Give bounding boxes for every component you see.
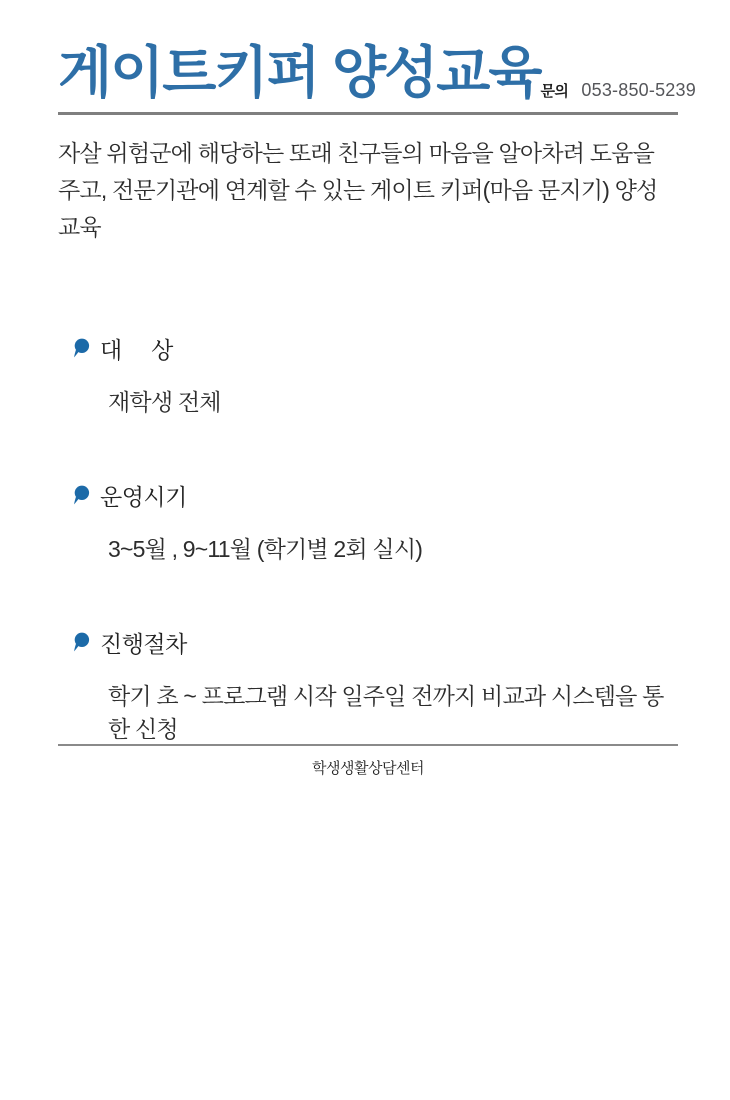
speech-bubble-bullet-icon <box>72 485 90 506</box>
section-body: 3~5월 , 9~11월 (학기별 2회 실시) <box>108 536 423 563</box>
contact-info <box>540 80 695 101</box>
title-row <box>58 41 696 105</box>
title-divider <box>58 112 678 115</box>
section-target <box>58 332 678 417</box>
section-schedule <box>58 479 678 564</box>
footer-divider <box>58 744 678 746</box>
section-label: 운영시기 <box>100 484 187 511</box>
section-body: 재학생 전체 <box>108 389 221 416</box>
program-description: 자살 위험군에 해당하는 또래 친구들의 마음을 알아차려 도움을 주고, 전문기관에 연계할 수 있는 게이트 키퍼(마음 문지기) 양성 교육 <box>58 139 658 241</box>
contact-phone-number: 053-850-5239 <box>581 79 696 100</box>
organization-name: 학생생활상담센터 <box>312 760 424 777</box>
page-title: 게이트키퍼 양성교육 <box>58 41 541 104</box>
section-label: 대 상 <box>100 337 173 364</box>
content-area <box>58 41 696 744</box>
speech-bubble-bullet-icon <box>72 338 90 359</box>
contact-label: 문의 <box>540 82 569 100</box>
section-body: 학기 초 ~ 프로그램 시작 일주일 전까지 비교과 시스템을 통한 신청 <box>108 683 664 743</box>
section-heading <box>72 332 678 365</box>
section-heading <box>72 626 678 659</box>
header <box>58 41 696 246</box>
sections <box>58 332 678 744</box>
section-procedure <box>58 626 678 744</box>
section-label: 진행절차 <box>100 631 187 658</box>
page-footer <box>58 744 678 778</box>
section-heading <box>72 479 678 512</box>
speech-bubble-bullet-icon <box>72 632 90 653</box>
